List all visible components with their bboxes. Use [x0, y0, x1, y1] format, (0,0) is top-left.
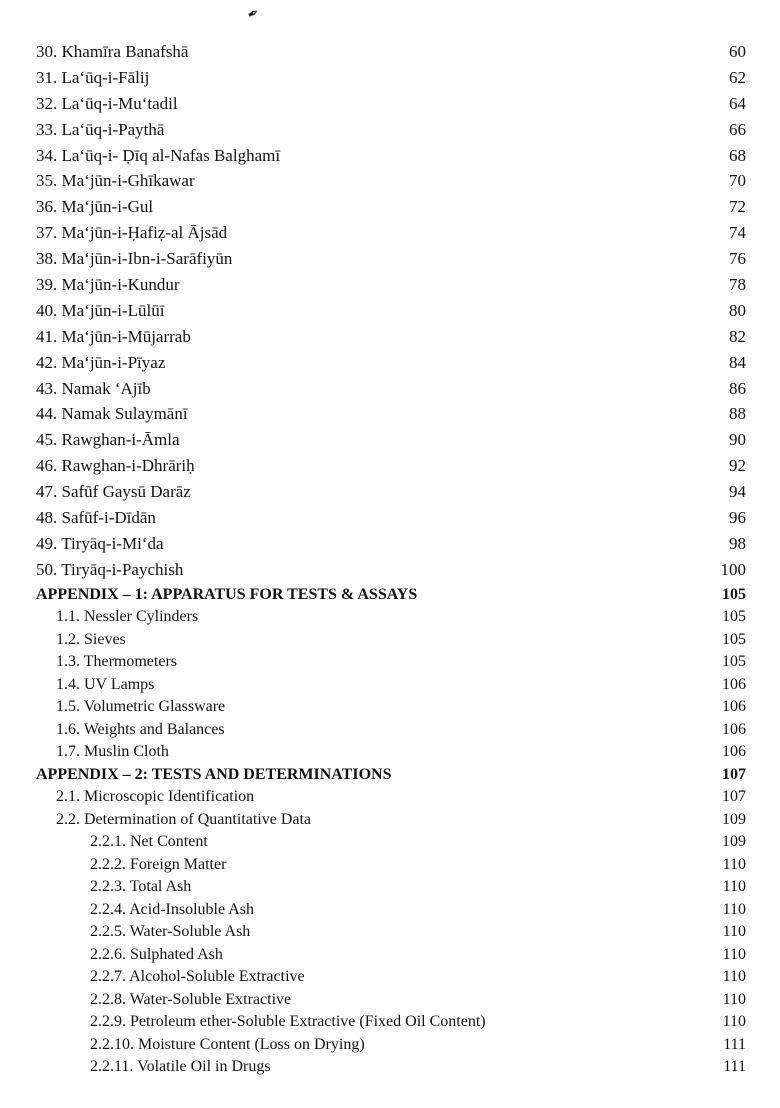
- toc-entry: [36, 482, 746, 508]
- toc-entry: [36, 766, 746, 789]
- toc-entry-label: 38. Ma‘jūn-i-Ibn-i-Sarāfiyūn: [36, 249, 233, 269]
- toc-entry: [36, 631, 746, 654]
- toc-entry-label: 2.1. Microscopic Identification: [56, 788, 255, 806]
- toc-entry-page: 74: [729, 223, 746, 243]
- toc-entry-label: 33. La‘ūq-i-Paythā: [36, 119, 165, 139]
- toc-entry-label: 2.2.7. Alcohol-Soluble Extractive: [90, 968, 305, 986]
- toc-entry-page: 106: [722, 675, 746, 693]
- toc-entry: [36, 197, 746, 223]
- toc-entry-label: 50. Tiryāq-i-Paychish: [36, 559, 184, 579]
- toc-entry: [36, 68, 746, 94]
- toc-entry: [36, 353, 746, 379]
- toc-entry-label: 2.2.10. Moisture Content (Loss on Drying): [90, 1035, 365, 1053]
- toc-entry: [36, 508, 746, 534]
- toc-entry-page: 98: [729, 533, 746, 553]
- toc-entry-page: 96: [729, 508, 746, 528]
- toc-entry-page: 92: [729, 456, 746, 476]
- toc-entry-label: APPENDIX – 2: TESTS AND DETERMINATIONS: [36, 765, 392, 783]
- toc-entry: [36, 923, 746, 946]
- toc-entry-page: 111: [723, 1058, 746, 1076]
- toc-entry-label: 45. Rawghan-i-Āmla: [36, 430, 180, 450]
- toc-entry-page: 82: [729, 326, 746, 346]
- toc-entry-page: 64: [729, 93, 746, 113]
- toc-entry-label: 40. Ma‘jūn-i-Lūlūī: [36, 300, 165, 320]
- toc-entry-page: 105: [722, 608, 746, 626]
- toc-entry-page: 110: [722, 900, 746, 918]
- toc-entry-page: 90: [729, 430, 746, 450]
- toc-entry-page: 88: [729, 404, 746, 424]
- toc-entry-label: 44. Namak Sulaymānī: [36, 404, 188, 424]
- toc-entry-label: 1.7. Muslin Cloth: [56, 743, 169, 761]
- toc-entry: [36, 856, 746, 879]
- toc-entry: [36, 534, 746, 560]
- toc-entry: [36, 249, 746, 275]
- toc-entry-label: 39. Ma‘jūn-i-Kundur: [36, 275, 180, 295]
- toc-entry-page: 106: [722, 743, 746, 761]
- toc-entry-page: 78: [729, 275, 746, 295]
- toc-entry: [36, 1013, 746, 1036]
- toc-entry-page: 110: [722, 990, 746, 1008]
- toc-entry-label: 37. Ma‘jūn-i-Ḥafiẓ-al Ājsād: [36, 223, 228, 243]
- toc-entry-page: 106: [722, 720, 746, 738]
- toc-entry-page: 105: [722, 630, 746, 648]
- toc-entry-label: 34. La‘ūq-i- Ḍīq al-Nafas Balghamī: [36, 145, 281, 165]
- toc-entry-page: 109: [722, 833, 746, 851]
- toc-entry-label: 1.5. Volumetric Glassware: [56, 698, 226, 716]
- toc-entry: [36, 560, 746, 586]
- toc-entry-label: 2.2.4. Acid-Insoluble Ash: [90, 900, 254, 918]
- toc-entry-label: 41. Ma‘jūn-i-Mūjarrab: [36, 326, 191, 346]
- toc-entry-label: 43. Namak ‘Ajīb: [36, 378, 151, 398]
- toc-entry: [36, 146, 746, 172]
- toc-entry: [36, 301, 746, 327]
- toc-entry: [36, 788, 746, 811]
- toc-entry: [36, 223, 746, 249]
- toc-entry-label: 1.6. Weights and Balances: [56, 720, 225, 738]
- toc-entry: [36, 1058, 746, 1081]
- toc-entry: [36, 327, 746, 353]
- toc-entry-label: 2.2.5. Water-Soluble Ash: [90, 923, 251, 941]
- toc-entry: [36, 94, 746, 120]
- toc-entry-label: 42. Ma‘jūn-i-Pīyaz: [36, 352, 166, 372]
- toc-entry: [36, 379, 746, 405]
- toc-entry-page: 110: [722, 1013, 746, 1031]
- toc-entry: [36, 404, 746, 430]
- toc-entry: [36, 833, 746, 856]
- toc-entry-page: 100: [720, 559, 746, 579]
- toc-entry-label: 2.2.3. Total Ash: [90, 878, 192, 896]
- toc-entry: [36, 676, 746, 699]
- toc-entry-label: 2.2.1. Net Content: [90, 833, 208, 851]
- toc-entry: [36, 946, 746, 969]
- toc-entry-label: 49. Tiryāq-i-Mi‘da: [36, 533, 164, 553]
- toc-entry-page: 109: [722, 810, 746, 828]
- toc-entry: [36, 698, 746, 721]
- toc-entry-label: 2.2.8. Water-Soluble Extractive: [90, 990, 292, 1008]
- toc-entry: [36, 1036, 746, 1059]
- toc-entry-label: 2.2.2. Foreign Matter: [90, 855, 227, 873]
- toc-entry-label: 46. Rawghan-i-Dhrāriḥ: [36, 456, 195, 476]
- toc-entry: [36, 171, 746, 197]
- toc-entry-page: 107: [722, 765, 746, 783]
- toc-entry-page: 84: [729, 352, 746, 372]
- toc-entry: [36, 586, 746, 609]
- toc-entry-label: 36. Ma‘jūn-i-Gul: [36, 197, 154, 217]
- toc-entry-label: 1.4. UV Lamps: [56, 675, 155, 693]
- toc-entry-page: 72: [729, 197, 746, 217]
- toc-entry-page: 94: [729, 482, 746, 502]
- toc-entry: [36, 608, 746, 631]
- toc-entry-label: 30. Khamīra Banafshā: [36, 42, 189, 61]
- toc-entry: [36, 968, 746, 991]
- toc-entry-label: 47. Safūf Gaysū Darāz: [36, 482, 191, 502]
- toc-entry-label: 2.2.6. Sulphated Ash: [90, 945, 223, 963]
- toc-entry: [36, 721, 746, 744]
- toc-entry-page: 105: [722, 585, 746, 603]
- toc-entry: [36, 878, 746, 901]
- toc-entry-label: 2.2.9. Petroleum ether-Soluble Extractive (Fixed Oil Content): [90, 1013, 486, 1031]
- toc-entry-label: 48. Safūf-i-Dīdān: [36, 508, 156, 528]
- toc-entry-label: 1.1. Nessler Cylinders: [56, 608, 199, 626]
- toc-entry: [36, 456, 746, 482]
- toc-entry-label: 1.3. Thermometers: [56, 653, 178, 671]
- toc-list: [36, 42, 746, 1081]
- toc-entry-page: 76: [729, 249, 746, 269]
- toc-entry-page: 110: [722, 878, 746, 896]
- toc-entry: [36, 991, 746, 1014]
- toc-entry-page: 70: [729, 171, 746, 191]
- toc-entry-page: 68: [729, 145, 746, 165]
- toc-entry-page: 86: [729, 378, 746, 398]
- toc-entry-label: 2.2. Determination of Quantitative Data: [56, 810, 312, 828]
- toc-entry: [36, 120, 746, 146]
- toc-entry-page: 106: [722, 698, 746, 716]
- toc-entry-label: 1.2. Sieves: [56, 630, 126, 648]
- toc-entry-label: 31. La‘ūq-i-Fālij: [36, 67, 150, 87]
- toc-entry-label: 35. Ma‘jūn-i-Ghīkawar: [36, 171, 195, 191]
- toc-entry-page: 80: [729, 300, 746, 320]
- toc-entry: [36, 901, 746, 924]
- toc-entry-page: 107: [722, 788, 746, 806]
- toc-entry-page: 105: [722, 653, 746, 671]
- toc-entry-page: 110: [722, 945, 746, 963]
- toc-entry-page: 110: [722, 855, 746, 873]
- toc-entry: [36, 811, 746, 834]
- toc-entry: [36, 42, 746, 68]
- toc-entry-page: 110: [722, 968, 746, 986]
- toc-entry-label: 2.2.11. Volatile Oil in Drugs: [90, 1058, 271, 1076]
- toc-entry: [36, 653, 746, 676]
- toc-entry-page: 110: [722, 923, 746, 941]
- toc-entry-page: 62: [729, 67, 746, 87]
- toc-entry-page: 60: [729, 42, 746, 61]
- toc-entry-label: 32. La‘ūq-i-Mu‘tadil: [36, 93, 178, 113]
- toc-entry: [36, 743, 746, 766]
- toc-entry-label: APPENDIX – 1: APPARATUS FOR TESTS & ASSAYS: [36, 585, 418, 603]
- toc-entry-page: 66: [729, 119, 746, 139]
- ornament-mark: ✒: [245, 5, 263, 24]
- toc-entry: [36, 275, 746, 301]
- toc-entry: [36, 430, 746, 456]
- toc-entry-page: 111: [723, 1035, 746, 1053]
